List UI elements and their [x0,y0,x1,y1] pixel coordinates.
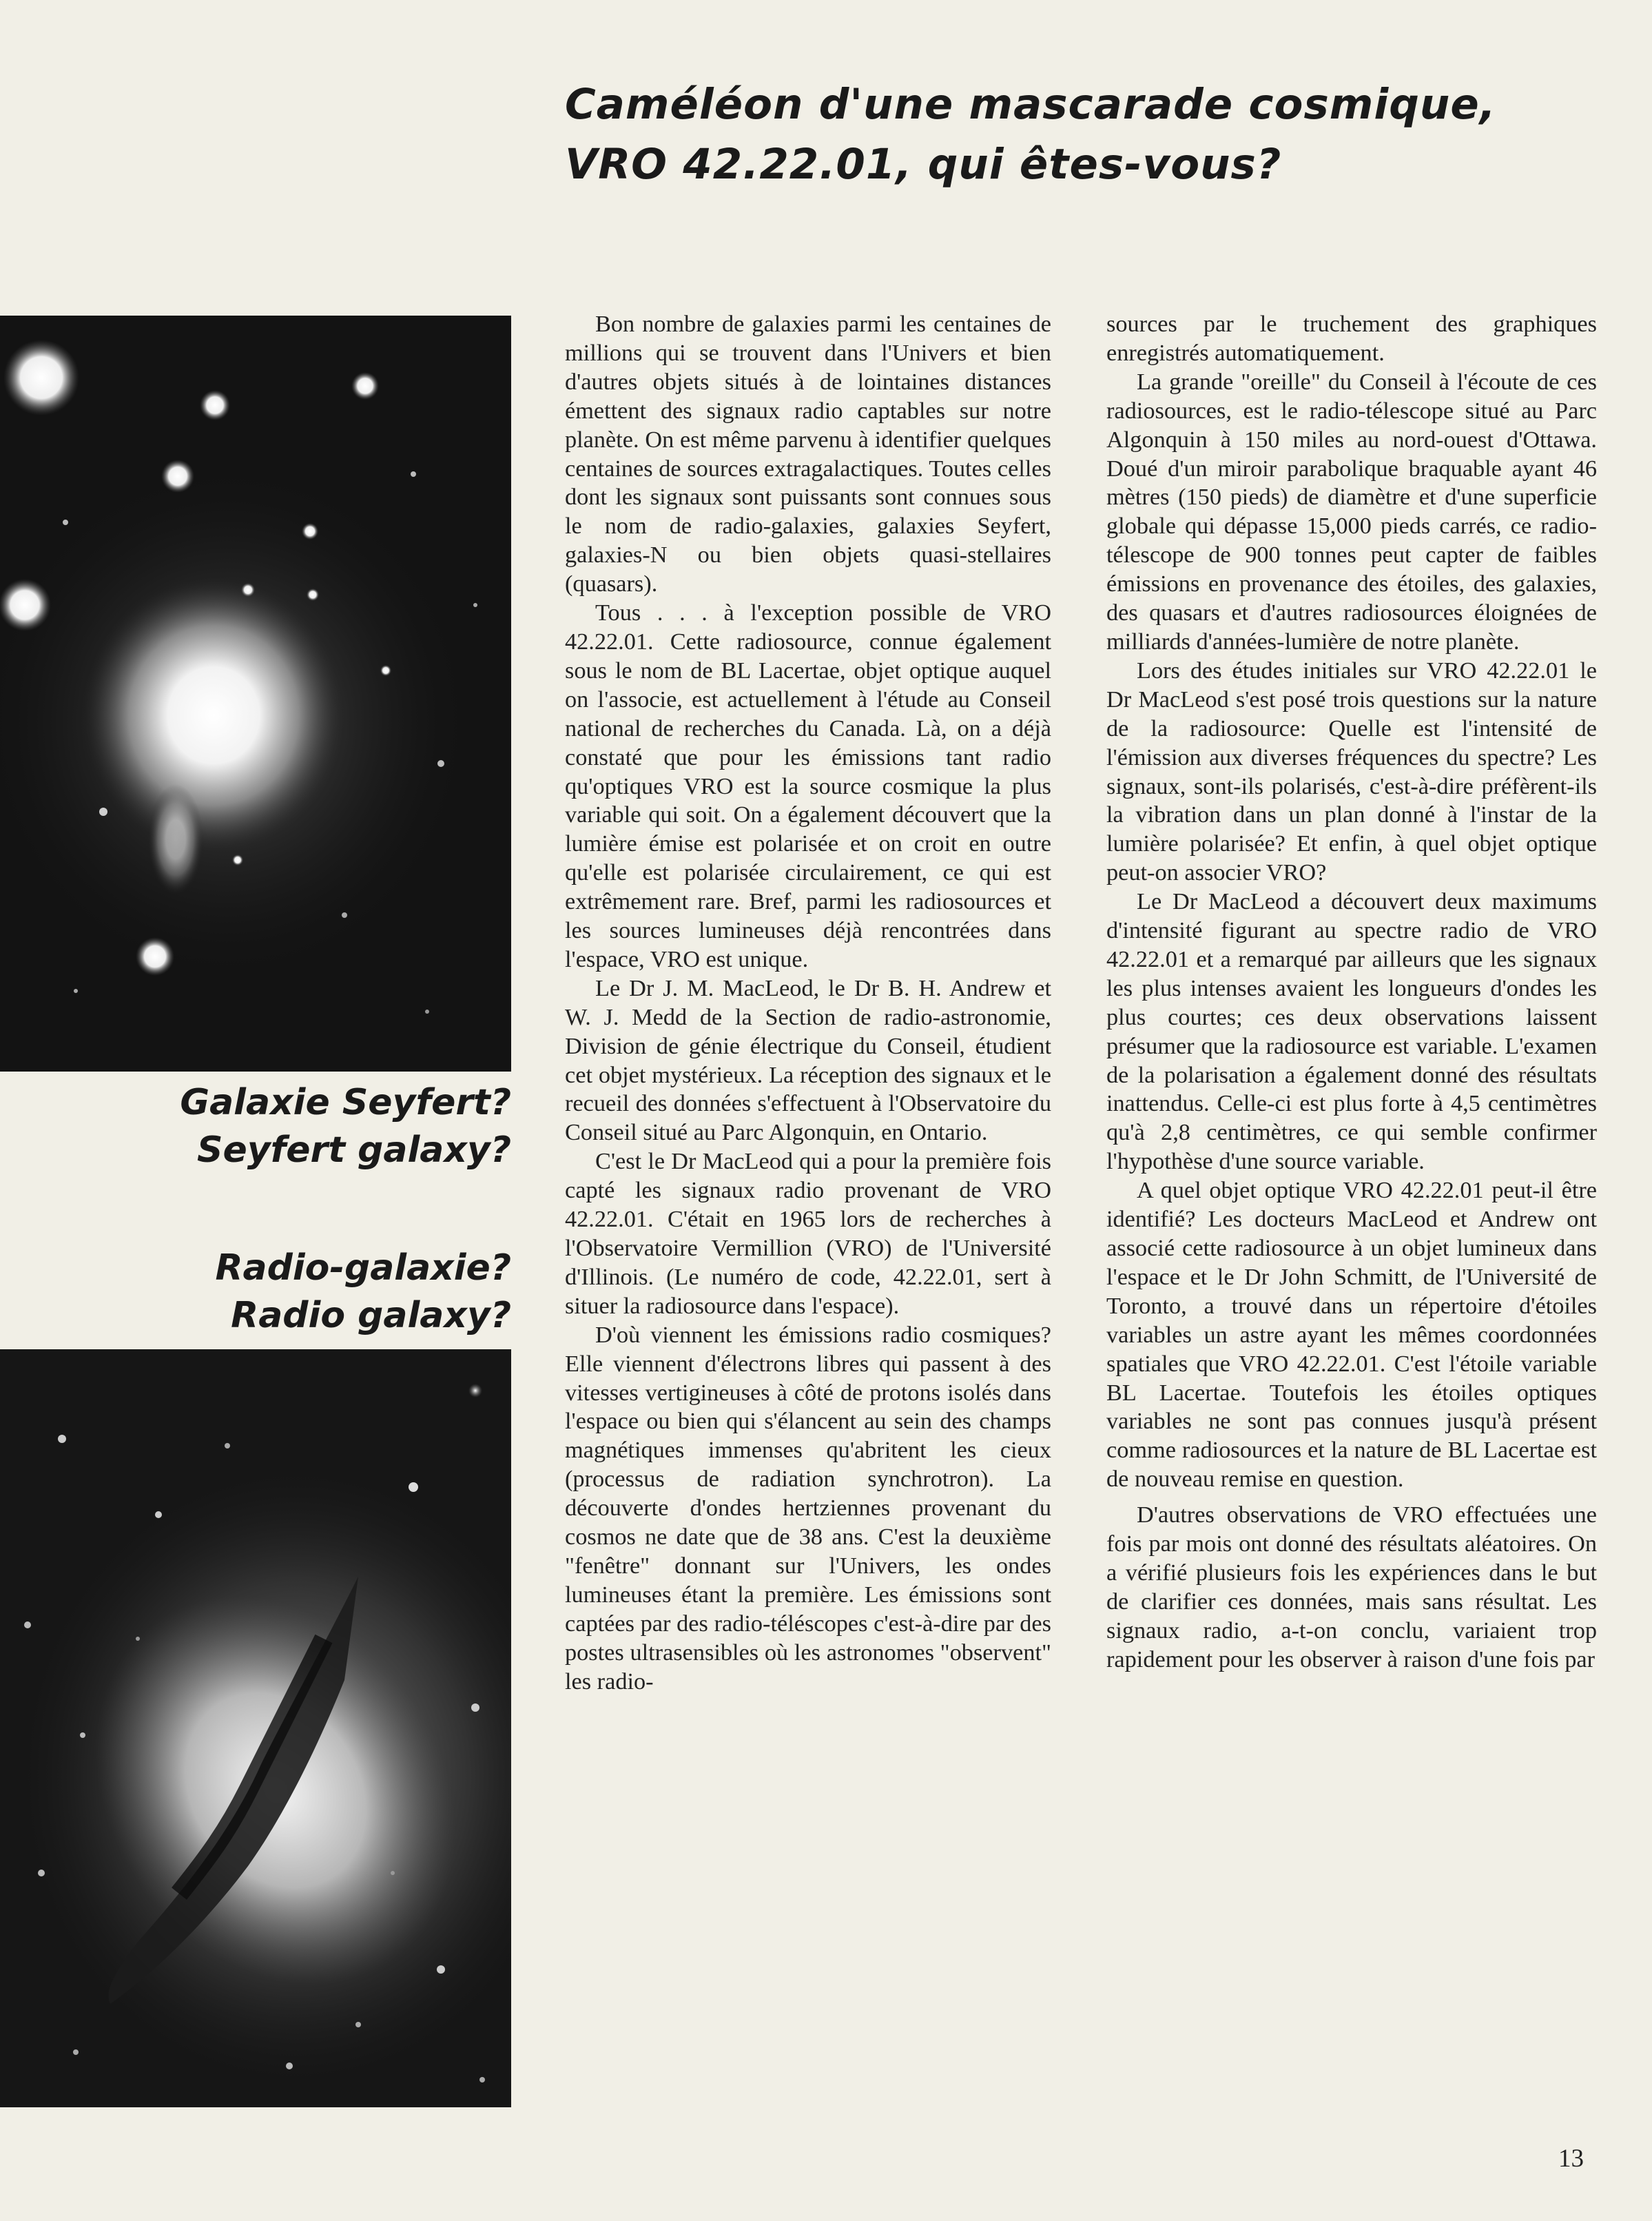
paragraph: Bon nombre de galaxies parmi les centaines de millions qui se trouvent dans l'Univers et bien d'autres objets situés à de lointaines distances émettent des signaux radio captables sur notre planète. On est même parvenu à identifier quelques centaines de sources extragalactiques. Toutes celles dont les signaux sont puissants sont connues sous le nom de radio-galaxies, galaxies Seyfert, galaxies-N ou bien objets quasi-stellaires (quasars). [565,311,1051,597]
seyfert-galaxy-photo [0,316,511,1072]
paragraph: Tous . . . à l'exception possible de VRO 42.22.01. Cette radiosource, connue également sous le nom de BL Lacertae, objet optique auquel on l'associe, est actuellement à l'étude au Conseil national de recherches du Canada. Là, on a déjà constaté que pour les émissions tant radio qu'optiques VRO est la source cosmique la plus variable qui soit. On a également découvert que la lumière émise est polarisée et on croit en outre qu'elle est polarisée circulairement, ce qui est extrêmement rare. Bref, parmi les radiosources et les sources lumineuses déjà rencontrées dans l'espace, VRO est unique. [565,600,1051,972]
caption-seyfert-en: Seyfert galaxy? [197,1129,511,1171]
paragraph: Lors des études initiales sur VRO 42.22.01 le Dr MacLeod s'est posé trois questions sur la nature de la radiosource: Quelle est l'intensité de l'émission aux diverses fréquences du spectre? Les signaux, sont-ils polarisés, c'est-à-dire préfèrent-ils la vibration dans un plan donné à l'instar de la lumière polarisée? Et enfin, à quel objet optique peut-on associer VRO? [1106,657,1597,886]
article-column-2 [1106,310,1597,1675]
paragraph: La grande "oreille" du Conseil à l'écoute de ces radiosources, est le radio-télescope situé au Parc Algonquin à 150 miles au nord-ouest d'Ottawa. Doué d'un miroir parabolique braquable ayant 46 mètres (150 pieds) de diamètre et d'une superficie globale qui dépasse 15,000 pieds carrés, ce radio-télescope de 900 tonnes peut capter de faibles émissions en provenance des étoiles, des galaxies, des quasars et d'autres radiosources éloignées de milliards d'années-lumière de notre planète. [1106,368,1597,655]
headline-line-2: VRO 42.22.01, qui êtes-vous? [565,140,1282,189]
paragraph-continuation: sources par le truchement des graphiques enregistrés automatiquement. [1106,311,1597,366]
paragraph: A quel objet optique VRO 42.22.01 peut-il être identifié? Les docteurs MacLeod et Andrew ont associé cette radiosource à un objet lumineux dans l'espace et le Dr John Schmitt, de l'Université de Toronto, a trouvé dans un répertoire d'étoiles variables un astre ayant les mêmes coordonnées spatiales que VRO 42.22.01. C'est l'étoile variable BL Lacertae. Toutefois les étoiles optiques variables ne sont pas connues jusqu'à présent comme radiosources et la nature de BL Lacertae est de nouveau remise en question. [1106,1177,1597,1493]
caption-radio-fr: Radio-galaxie? [215,1247,511,1289]
caption-seyfert [110,1079,511,1174]
caption-radio-en: Radio galaxy? [231,1295,511,1336]
article-column-1 [565,310,1051,1697]
caption-seyfert-fr: Galaxie Seyfert? [180,1082,511,1123]
paragraph: C'est le Dr MacLeod qui a pour la première fois capté les signaux radio provenant de VRO 42.22.01. C'était en 1965 lors de recherches à l'Observatoire Vermillion (VRO) de l'Université d'Illinois. (Le numéro de code, 42.22.01, sert à situer la radiosource dans l'espace). [565,1148,1051,1319]
paragraph: Le Dr J. M. MacLeod, le Dr B. H. Andrew et W. J. Medd de la Section de radio-astronomie, Division de génie électrique du Conseil, étudient cet objet mystérieux. La réception des signaux et le recueil des données s'effectuent à l'Observatoire du Conseil situé au Parc Algonquin, en Ontario. [565,974,1051,1146]
paragraph: D'où viennent les émissions radio cosmiques? Elle viennent d'électrons libres qui passent à des vitesses vertigineuses à côté de protons isolés dans l'espace ou bien qui s'élancent au sein des champs magnétiques immenses qu'abritent les cieux (processus de radiation synchrotron). La découverte d'ondes hertziennes provenant du cosmos ne date que de 38 ans. C'est la deuxième "fenêtre" donnant sur l'Univers, les ondes lumineuses étant la première. Les émissions sont captées par des radio-téléscopes c'est-à-dire par des postes ultrasensibles où les astronomes "observent" les radio- [565,1321,1051,1695]
headline-line-1: Caméléon d'une mascarade cosmique, [565,80,1496,129]
page-number: 13 [1558,2145,1584,2173]
paragraph: D'autres observations de VRO effectuées une fois par mois ont donné des résultats aléatoires. On a vérifié plusieurs fois les expériences dans le but de clarifier ces données, mais sans résultat. Les signaux radio, a-t-on conclu, variaient trop rapidement pour les observer à raison d'une fois par [1106,1502,1597,1672]
headline [565,74,1598,194]
radio-galaxy-photo [0,1349,511,2107]
caption-radio [110,1245,511,1340]
paragraph: Le Dr MacLeod a découvert deux maximums d'intensité figurant au spectre radio de VRO 42.22.01 et a remarqué par ailleurs que les signaux les plus intenses avaient les longueurs d'ondes les plus courtes; ces deux observations laissent présumer que la radiosource est variable. L'examen de la polarisation a également donné des résultats inattendus. Celle-ci est plus forte à 4,5 centimètres qu'à 2,8 centimètres, ce qui semble confirmer l'hypothèse d'une source variable. [1106,888,1597,1175]
